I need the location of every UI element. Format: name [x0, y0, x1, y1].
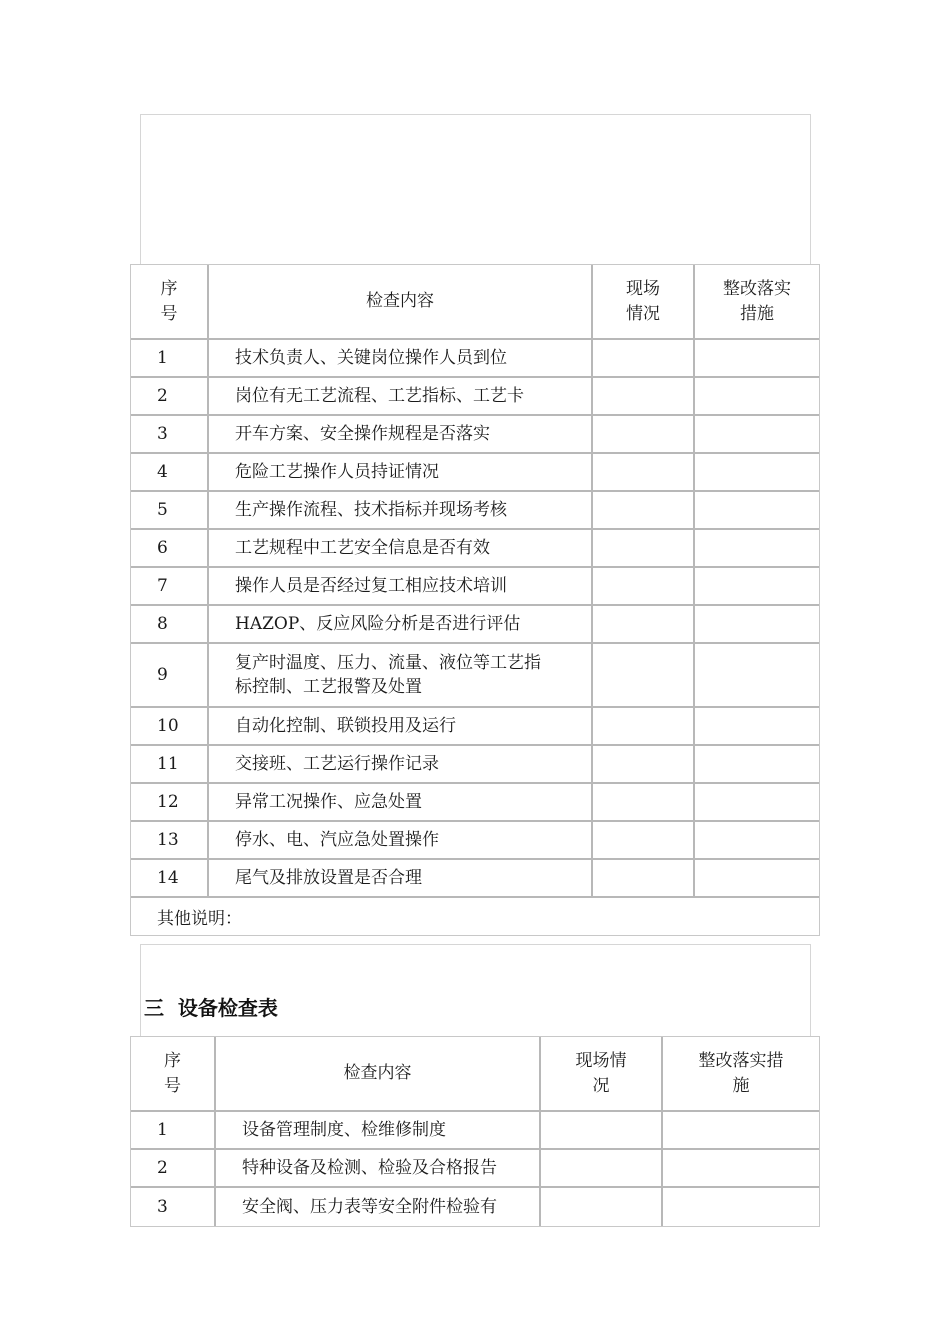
header-no: 序 号 [131, 265, 209, 340]
row-number: 14 [131, 860, 209, 898]
table-row [131, 644, 819, 708]
row-number: 6 [131, 530, 209, 568]
status-cell [593, 568, 695, 606]
row-content: 技术负责人、关键岗位操作人员到位 [209, 340, 593, 378]
row-number: 3 [131, 416, 209, 454]
status-cell [593, 860, 695, 898]
row-content: 停水、电、汽应急处置操作 [209, 822, 593, 860]
row-content: 操作人员是否经过复工相应技术培训 [209, 568, 593, 606]
header-measures: 整改落实 措施 [695, 265, 819, 340]
status-cell [593, 784, 695, 822]
measures-cell [695, 530, 819, 568]
status-cell [593, 822, 695, 860]
status-cell [593, 606, 695, 644]
status-cell [541, 1188, 663, 1226]
header-content: 检查内容 [216, 1037, 541, 1112]
measures-cell [695, 746, 819, 784]
table-row [131, 1188, 819, 1226]
measures-cell [663, 1150, 819, 1188]
measures-cell [695, 860, 819, 898]
measures-cell [695, 708, 819, 746]
row-number: 1 [131, 340, 209, 378]
row-content: 异常工况操作、应急处置 [209, 784, 593, 822]
status-cell [541, 1112, 663, 1150]
row-content: 自动化控制、联锁投用及运行 [209, 708, 593, 746]
table-row [131, 1112, 819, 1150]
measures-cell [695, 822, 819, 860]
row-content: HAZOP、反应风险分析是否进行评估 [209, 606, 593, 644]
status-cell [593, 340, 695, 378]
row-content: 复产时温度、压力、流量、液位等工艺指 标控制、工艺报警及处置 [209, 644, 593, 708]
equipment-check-table [130, 1036, 820, 1227]
table-row [131, 708, 819, 746]
row-content: 特种设备及检测、检验及合格报告 [216, 1150, 541, 1188]
header-status: 现场情 况 [541, 1037, 663, 1112]
header-status: 现场 情况 [593, 265, 695, 340]
status-cell [593, 492, 695, 530]
header-no: 序 号 [131, 1037, 216, 1112]
row-content: 安全阀、压力表等安全附件检验有 [216, 1188, 541, 1226]
table-row [131, 606, 819, 644]
table-row [131, 1150, 819, 1188]
row-content: 危险工艺操作人员持证情况 [209, 454, 593, 492]
row-content: 岗位有无工艺流程、工艺指标、工艺卡 [209, 378, 593, 416]
measures-cell [695, 454, 819, 492]
header-content: 检查内容 [209, 265, 593, 340]
status-cell [593, 530, 695, 568]
row-number: 9 [131, 644, 209, 708]
table-row [131, 784, 819, 822]
row-number: 12 [131, 784, 209, 822]
row-content: 设备管理制度、检维修制度 [216, 1112, 541, 1150]
table-row [131, 568, 819, 606]
measures-cell [695, 340, 819, 378]
measures-cell [695, 568, 819, 606]
other-notes: 其他说明： [157, 909, 242, 929]
table-row [131, 416, 819, 454]
row-number: 2 [131, 378, 209, 416]
status-cell [541, 1150, 663, 1188]
measures-cell [695, 606, 819, 644]
row-content: 交接班、工艺运行操作记录 [209, 746, 593, 784]
measures-cell [695, 784, 819, 822]
table-row [131, 746, 819, 784]
table-row [131, 454, 819, 492]
status-cell [593, 644, 695, 708]
row-number: 3 [131, 1188, 216, 1226]
header-measures: 整改落实措 施 [663, 1037, 819, 1112]
measures-cell [695, 492, 819, 530]
measures-cell [695, 416, 819, 454]
status-cell [593, 746, 695, 784]
status-cell [593, 378, 695, 416]
table-row [131, 822, 819, 860]
note-row [131, 898, 819, 935]
table-header-row [131, 265, 819, 340]
section-frame [140, 944, 811, 1037]
measures-cell [663, 1112, 819, 1150]
status-cell [593, 416, 695, 454]
table-row [131, 378, 819, 416]
status-cell [593, 454, 695, 492]
row-number: 4 [131, 454, 209, 492]
row-content: 开车方案、安全操作规程是否落实 [209, 416, 593, 454]
measures-cell [663, 1188, 819, 1226]
table-row [131, 340, 819, 378]
measures-cell [695, 378, 819, 416]
row-number: 11 [131, 746, 209, 784]
row-content: 生产操作流程、技术指标并现场考核 [209, 492, 593, 530]
process-check-table [130, 264, 820, 936]
row-content: 工艺规程中工艺安全信息是否有效 [209, 530, 593, 568]
row-number: 7 [131, 568, 209, 606]
table-header-row [131, 1037, 819, 1112]
row-number: 10 [131, 708, 209, 746]
row-number: 1 [131, 1112, 216, 1150]
table-row [131, 492, 819, 530]
row-content: 尾气及排放设置是否合理 [209, 860, 593, 898]
row-number: 5 [131, 492, 209, 530]
top-frame [140, 114, 811, 265]
row-number: 2 [131, 1150, 216, 1188]
row-number: 8 [131, 606, 209, 644]
table-row [131, 530, 819, 568]
row-number: 13 [131, 822, 209, 860]
measures-cell [695, 644, 819, 708]
table-row [131, 860, 819, 898]
status-cell [593, 708, 695, 746]
section-heading: 三 设备检查表 [144, 996, 278, 1020]
